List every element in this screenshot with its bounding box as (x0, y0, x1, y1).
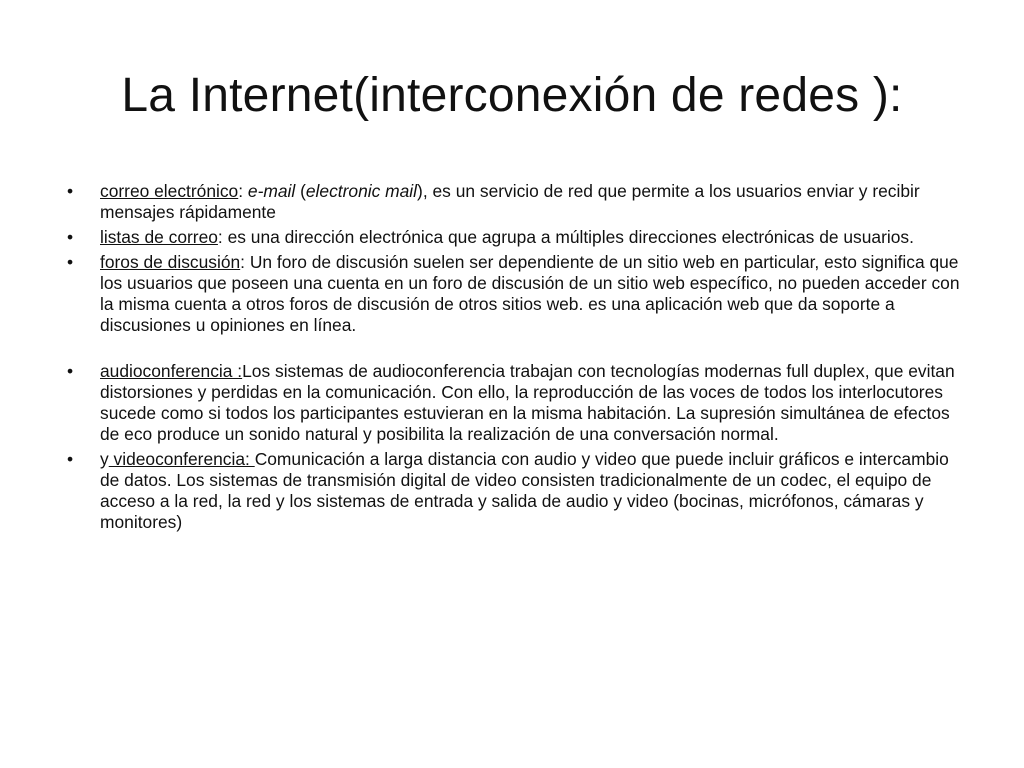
bullet-item-foros-de-discusion (60, 252, 965, 336)
term-videoconferencia: videoconferencia: (108, 449, 255, 469)
separator: : (240, 252, 250, 272)
bullet-icon: • (66, 181, 74, 201)
term-correo-electronico: correo electrónico (100, 181, 239, 201)
bullet-item-correo-electronico (60, 181, 965, 223)
bullet-text: Comunicación a larga distancia con audio y video que puede incluir gráficos e intercambio de datos. Los sistemas de transmisión digital de video consisten tradicionalmente de un codec, el equipo de acceso a la red, la red y los sistemas de entrada y salida de audio y video (bocinas, micrófonos, cámaras y monitores) (100, 449, 949, 532)
bullet-text: Los sistemas de audioconferencia trabajan con tecnologías modernas full duplex, que evitan distorsiones y perdidas en la comunicación. Con ello, la reproducción de las voces de todos los interlocutores sucede como si todos los participantes estuvieran en la misma habitación. La supresión simultánea de efectos de eco produce un sonido natural y posibilita la realización de una conversación normal. (100, 361, 955, 444)
term-listas-de-correo: listas de correo (100, 227, 218, 247)
text-part: ), es un servicio de red que permite a los usuarios enviar y recibir mensajes rápidamente (100, 181, 920, 222)
italic-electronic-mail: electronic mail (305, 181, 418, 201)
bullet-item-audioconferencia (60, 361, 965, 445)
separator: : (238, 181, 248, 201)
bullet-list (60, 181, 965, 537)
slide-title: La Internet(interconexión de redes ): (121, 69, 903, 122)
bullet-icon: • (66, 227, 74, 247)
bullet-item-listas-de-correo (60, 227, 965, 248)
separator: : (217, 227, 228, 247)
text-part: ( (295, 181, 306, 201)
bullet-icon: • (66, 449, 74, 469)
bullet-text: es una dirección electrónica que agrupa a múltiples direcciones electrónicas de usuarios. (227, 227, 914, 247)
term-foros-de-discusion: foros de discusión (100, 252, 241, 272)
italic-email: e-mail (247, 181, 296, 201)
bullet-icon: • (66, 252, 74, 272)
bullet-item-videoconferencia (60, 449, 965, 533)
bullet-text: Un foro de discusión suelen ser dependiente de un sitio web en particular, esto significa que los usuarios que poseen una cuenta en un foro de discusión de un sitio web específico, no pueden acceder con la misma cuenta a otros foros de discusión de otros sitios web. es una aplicación web que da soporte a discusiones u opiniones en línea. (100, 252, 960, 335)
bullet-icon: • (66, 361, 74, 381)
term-audioconferencia: audioconferencia : (100, 361, 243, 381)
leading-y: y (100, 449, 109, 469)
